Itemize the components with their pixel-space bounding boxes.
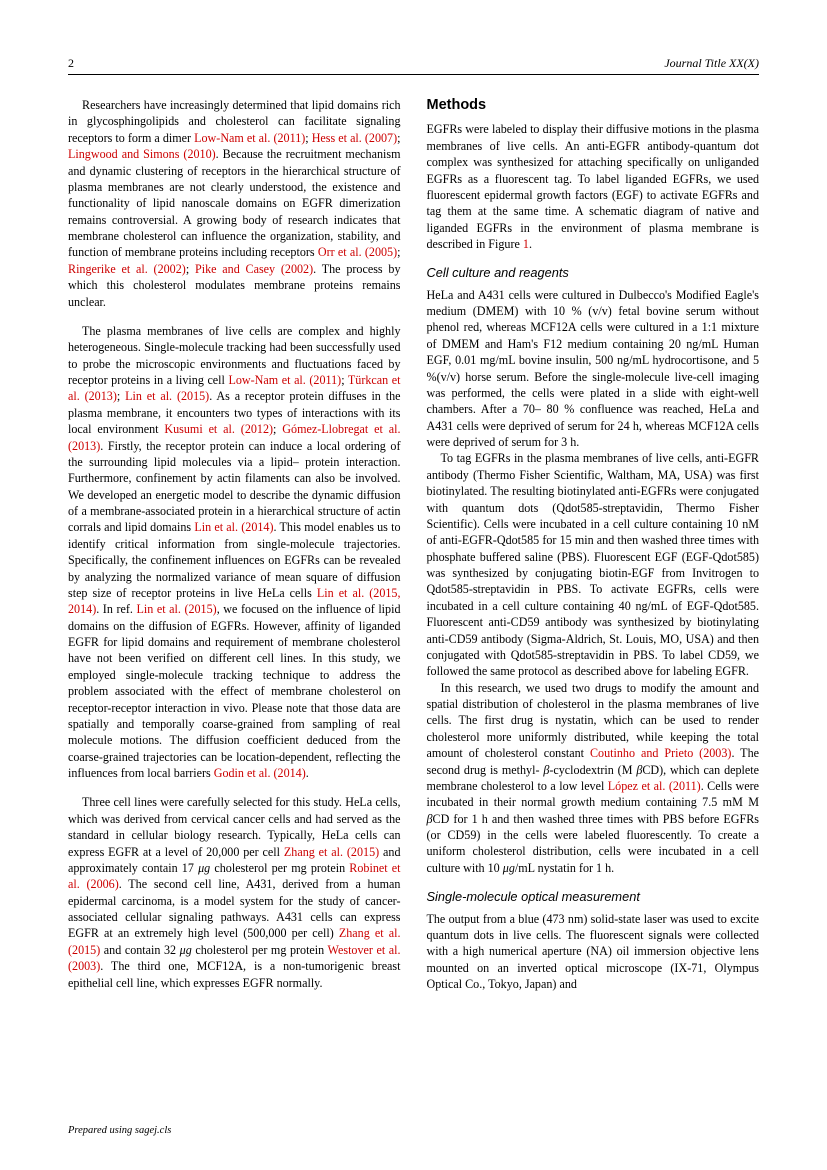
paragraph-cell-culture-2: To tag EGFRs in the plasma membranes of live cells, anti-EGFR antibody (Thermo Fisher Scientific, Waltham, MA, USA) was first biotinylated. The resulting biotinylated anti-EGFRs were conjugated with quantum dots (Qdot585-streptavidin, Thermo Fisher Scientific). Cells were incubated in a cell culture containing 10 nM of anti-EGFR-Qdot585 for 15 min and then washed three times with phosphate buffered saline (PBS). Fluorescent EGF (EGF-Qdot585) was synthesized by conjugating biotin-EGF from Invitrogen to Qdot585-streptavidin in PBS. To activate EGFRs, cells were incubated in a cell culture containing 40 ng/mL of EGF-Qdot585. Fluorescent anti-CD59 antibody was synthesized by biotinylating anti-CD59 antibody (Sigma-Aldrich, St. Louis, MO, USA) and then conjugated with Qdot585-streptavidin in PBS. To label CD59, we followed the same protocol as described above for labeling EGFR. bbox=[426, 451, 759, 679]
citation[interactable]: Kusumi et al. (2012) bbox=[164, 422, 274, 437]
text-run: . As a receptor protein diffuses in the plasma membrane, it encounters two types of interactions with its local environment bbox=[68, 389, 401, 437]
text-run: cholesterol per mg protein bbox=[210, 860, 350, 875]
citation[interactable]: López et al. (2011) bbox=[607, 778, 701, 793]
section-heading-methods: Methods bbox=[426, 97, 487, 113]
citation[interactable]: Robinet et al. (2006) bbox=[68, 860, 401, 892]
citation[interactable]: Zhang et al. (2015) bbox=[68, 926, 401, 957]
running-head bbox=[68, 56, 759, 71]
text-run: . The third one, MCF12A, is a non-tumorigenic breast epithelial cell line, which expresses EGFR normally. bbox=[68, 959, 401, 990]
journal-title: Journal Title XX(X) bbox=[664, 56, 759, 70]
text-run: . bbox=[305, 766, 309, 780]
body-columns bbox=[68, 97, 759, 1082]
citation[interactable]: Orr et al. (2005) bbox=[317, 245, 398, 260]
text-run: . Because the recruitment mechanism and dynamic clustering of receptors in the hierarchical structure of plasma membranes are not clearly understood, the existence and functionality of lipid nanoscale domains on EGFR dimerization remains controversial. A growing body of research indicates that membrane cholesterol can influence the organization, stability, and function of membrane proteins including receptors bbox=[68, 147, 401, 260]
symbol-beta: β bbox=[636, 762, 643, 777]
text-run: . The second drug is methyl- bbox=[426, 746, 759, 777]
text-run: . bbox=[528, 237, 532, 252]
unit-microgram: μg bbox=[198, 860, 211, 875]
paragraph-cell-culture-3 bbox=[427, 680, 760, 877]
text-run: , we focused on the influence of lipid domains on the diffusion of EGFRs. However, affinity of liganded EGFR for lipid domains and requirement of membrane cholesterol have not been verified on different cell lines. In this study, we employed single-molecule tracking technique to address the problem associated with the effect of membrane cholesterol on receptor-receptor interaction in vivo. Please note that those data are spatially and temporally coarse-grained from sampling of real molecule motions. The diffusion coefficient deduced from the coarse-grained trajectories can be location-dependent, reflecting the influences from local barriers bbox=[68, 602, 401, 780]
text-run: . Cells were incubated in their normal growth medium containing 7.5 mM M bbox=[426, 778, 759, 810]
paragraph-methods-intro bbox=[427, 121, 760, 252]
text-run: . Firstly, the receptor protein can induce a local ordering of the surrounding lipid molecules via a lipid– protein interaction. Furthermore, confinement by actin filaments can also be involved. We developed an energetic model to describe the dynamic diffusion of a membrane-associated protein in a hierarchical structure of actin corrals and lipid domains bbox=[68, 438, 401, 535]
text-run: ; bbox=[273, 422, 283, 437]
citation[interactable]: Gómez-Llobregat et al. (2013) bbox=[68, 422, 401, 453]
citation[interactable]: Zhang et al. (2015) bbox=[283, 844, 380, 859]
subsection-heading-cell-culture: Cell culture and reagents bbox=[426, 265, 569, 281]
citation[interactable]: Coutinho and Prieto (2003) bbox=[589, 746, 732, 761]
text-run: The plasma membranes of live cells are complex and highly heterogeneous. Single-molecule tracking had been successfully used to probe the microscopic environments and fluctuations faced by receptor proteins in a living cell bbox=[68, 323, 401, 387]
text-run: EGFRs were labeled to display their diffusive motions in the plasma membranes of live cells. An anti-EGFR antibody-quantum dot complex was synthesized for attaching specifically on unliganded EGFRs as a fluorescent tag. To label liganded EGFRs, we used fluorescent epidermal growth factors (EGF) to activate EGFRs and tag them at the same time. A schematic diagram of native and liganded EGFRs in the environment of plasma membrane is described in Figure bbox=[426, 122, 759, 252]
text-run: ; bbox=[397, 130, 401, 145]
page-number: 2 bbox=[68, 56, 74, 70]
text-run: Three cell lines were carefully selected for this study. HeLa cells, which was derived from cervical cancer cells and had served as the standard in cellular biology research. Typically, HeLa cells can express EGFR at a level of 20,000 per cell bbox=[68, 795, 401, 859]
citation[interactable]: Lin et al. (2015) bbox=[136, 602, 217, 617]
symbol-beta: β bbox=[426, 811, 433, 826]
text-run: /mL nystatin for 1 h. bbox=[514, 860, 615, 875]
right-column bbox=[427, 97, 760, 1082]
paragraph-cell-culture-1: HeLa and A431 cells were cultured in Dulbecco's Modified Eagle's medium (DMEM) with 10 % (v/v) fetal bovine serum without phenol red, whereas MCF12A cells were cultured in a 1:1 mixture of DMEM and Ham's F12 medium containing 20 ng/mL Human EGF, 0.01 mg/mL bovine insulin, 500 ng/mL hydrocortisone, and 5 %(v/v) horse serum. Before the single-molecule live-cell imaging was performed, the cells were plated in a slide with eight-well chambers. After a 70– 80 % confluence was reached, HeLa and A431 cells were deprived of serum for 24 h, whereas MCF12A cells were deprived of serum for 3 h. bbox=[426, 287, 759, 450]
text-run: cholesterol per mg protein bbox=[191, 942, 328, 957]
text-run: . The process by which this cholesterol modulates membrane proteins remains unclear. bbox=[68, 261, 401, 309]
citation[interactable]: Westover et al. (2003) bbox=[68, 942, 401, 974]
citation[interactable]: Lin et al. (2014) bbox=[194, 520, 274, 535]
text-run: ; bbox=[397, 245, 401, 260]
text-run: . This model enables us to identify critical information from single-molecule trajectories. Specifically, the confinement influences on EGFRs can be revealed by analyzing the normalized variance of mean square of diffusion step size of receptor proteins in live HeLa cells bbox=[68, 520, 401, 600]
citation[interactable]: Lingwood and Simons (2010) bbox=[68, 147, 216, 162]
citation[interactable]: Ringerike et al. (2002) bbox=[68, 261, 186, 276]
citation[interactable]: Türkcan et al. (2013) bbox=[68, 373, 401, 404]
paragraph-plasma-membranes bbox=[68, 323, 401, 782]
unit-microgram: μg bbox=[502, 860, 515, 875]
citation[interactable]: Hess et al. (2007) bbox=[311, 130, 398, 145]
header-rule bbox=[68, 74, 759, 75]
citation[interactable]: Low-Nam et al. (2011) bbox=[228, 373, 342, 387]
text-run: and contain 32 bbox=[100, 942, 180, 957]
paragraph-single-molecule-1: The output from a blue (473 nm) solid-state laser was used to excite quantum dots in live cells. The fluorescent signals were collected with a high numerical aperture (NA) oil immersion objective lens mounted on an inverted optical microscope (IX-71, Olympus Optical Co., Tokyo, Japan) and bbox=[426, 911, 759, 992]
symbol-beta: β bbox=[543, 762, 550, 777]
text-run: ; bbox=[305, 130, 312, 145]
text-run: CD for 1 h and then washed three times with PBS before EGFRs (or CD59) in the cells were labeled fluorescently. To create a uniform cholesterol distribution, cells were incubated in a cell culture with 10 bbox=[426, 811, 759, 875]
page-footer bbox=[68, 1125, 171, 1136]
text-run: . In ref. bbox=[96, 602, 137, 617]
citation[interactable]: Lin et al. (2015, 2014) bbox=[68, 585, 401, 617]
text-run: and approximately contain 17 bbox=[68, 844, 401, 875]
citation[interactable]: Low-Nam et al. (2011) bbox=[194, 130, 306, 145]
footer-text: Prepared using bbox=[68, 1125, 135, 1136]
text-run: Researchers have increasingly determined that lipid domains rich in glycosphingolipids and cholesterol can facilitate signaling receptors to form a dimer bbox=[68, 98, 401, 145]
text-run: . The second cell line, A431, derived from a human epidermal carcinoma, is a model system for the study of cancer-associated cellular signaling pathways. A431 cells can express EGFR at an extremely high level (500,000 per cell) bbox=[68, 877, 401, 941]
text-run: In this research, we used two drugs to modify the amount and spatial distribution of cholesterol in the plasma membranes of live cells. The first drug is nystatin, which can be used to render cholesterol more uniformly distributed, while keeping the total amount of cholesterol constant bbox=[426, 680, 759, 761]
paragraph-lipid-domains bbox=[68, 97, 401, 310]
footer-class-file: sagej.cls bbox=[134, 1125, 172, 1136]
text-run: ; bbox=[116, 389, 126, 404]
subsection-heading-single-molecule: Single-molecule optical measurement bbox=[426, 889, 640, 905]
text-run: ; bbox=[185, 261, 195, 276]
unit-microgram: μg bbox=[179, 942, 192, 957]
citation[interactable]: Lin et al. (2015) bbox=[125, 389, 210, 404]
citation[interactable]: Pike and Casey (2002) bbox=[194, 261, 314, 276]
text-run: -cyclodextrin (M bbox=[549, 762, 637, 777]
text-run: CD), which can deplete membrane cholesterol to a low level bbox=[426, 762, 759, 793]
text-run: ; bbox=[341, 373, 348, 387]
left-column bbox=[68, 97, 401, 1082]
paragraph-cell-lines bbox=[68, 794, 401, 991]
citation[interactable]: Godin et al. (2014) bbox=[213, 766, 306, 780]
figure-reference[interactable]: 1 bbox=[522, 237, 529, 252]
